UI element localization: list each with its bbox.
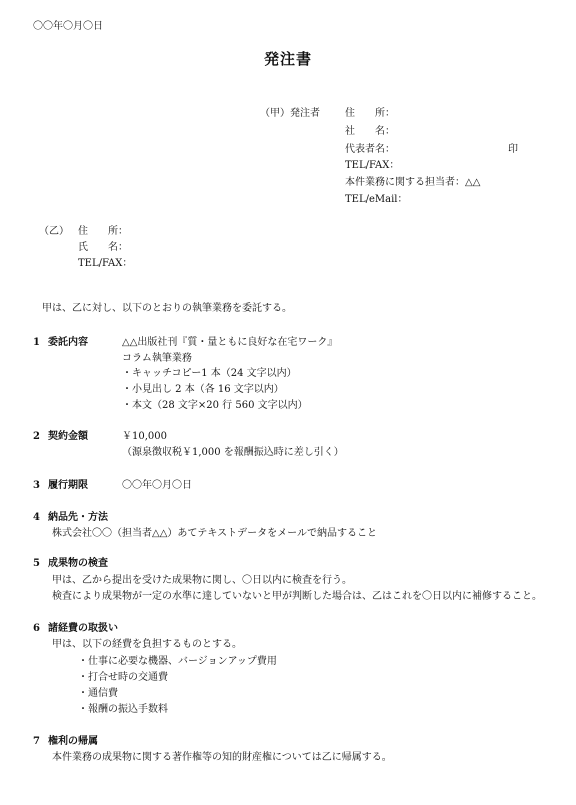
client-tel-email-label: TEL/eMail： — [345, 194, 408, 205]
section-4-text: 株式会社〇〇（担当者△△）あてテキストデータをメールで納品すること — [52, 528, 377, 539]
section-7-text: 本件業務の成果物に関する著作権等の知的財産権については乙に帰属する。 — [52, 752, 392, 763]
section-5-line: 検査により成果物が一定の水準に達していないと甲が判断した場合は、乙はこれを〇日以内に補修すること。 — [52, 591, 542, 602]
seal-mark: 印 — [508, 144, 518, 155]
document-date: 〇〇年〇月〇日 — [33, 21, 103, 32]
contract-amount: ￥10,000 — [122, 431, 167, 442]
client-address-label: 住 所： — [345, 108, 395, 119]
section-5-line: 甲は、乙から提出を受けた成果物に関し、〇日以内に検査を行う。 — [52, 575, 352, 586]
section-1-line: ・本文（28 文字×20 行 560 文字以内） — [122, 400, 308, 411]
section-6-heading: 諸経費の取扱い — [48, 623, 118, 634]
client-label: （甲）発注者 — [260, 108, 320, 119]
section-3-number: 3 — [33, 480, 40, 491]
expense-item: ・通信費 — [78, 688, 118, 699]
expense-item: ・打合せ時の交通費 — [78, 672, 168, 683]
section-1-heading: 委託内容 — [48, 337, 88, 348]
section-2-number: 2 — [33, 431, 40, 442]
section-6-number: 6 — [33, 623, 40, 634]
withholding-note: （源泉徴収税￥1,000 を報酬振込時に差し引く） — [122, 447, 344, 458]
section-5-number: 5 — [33, 558, 40, 569]
section-4-heading: 納品先・方法 — [48, 512, 108, 523]
section-3-heading: 履行期限 — [48, 480, 88, 491]
expense-item: ・仕事に必要な機器、バージョンアップ費用 — [78, 656, 277, 667]
section-1-line: ・キャッチコピー1 本（24 文字以内） — [122, 368, 297, 379]
client-representative-label: 代表者名： — [345, 144, 395, 155]
section-1-line: コラム執筆業務 — [122, 353, 192, 364]
client-person-in-charge: 本件業務に関する担当者：△△ — [345, 177, 481, 188]
contractor-name-label: 氏 名： — [78, 242, 128, 253]
deadline-value: 〇〇年〇月〇日 — [122, 480, 192, 491]
section-1-line: △△出版社刊『質・量ともに良好な在宅ワーク』 — [122, 337, 338, 348]
client-tel-fax-label: TEL/FAX： — [345, 160, 400, 171]
contractor-tel-fax-label: TEL/FAX： — [78, 258, 133, 269]
section-1-number: 1 — [33, 337, 40, 348]
section-6-text: 甲は、以下の経費を負担するものとする。 — [52, 639, 242, 650]
section-5-heading: 成果物の検査 — [48, 558, 108, 569]
section-2-heading: 契約金額 — [48, 431, 88, 442]
section-7-number: 7 — [33, 736, 40, 747]
section-7-heading: 権利の帰属 — [48, 736, 98, 747]
section-4-number: 4 — [33, 512, 40, 523]
contractor-address-label: 住 所： — [78, 226, 128, 237]
contractor-label: （乙） — [39, 226, 69, 237]
intro-text: 甲は、乙に対し、以下のとおりの執筆業務を委託する。 — [42, 303, 292, 314]
document-title: 発注書 — [263, 50, 312, 68]
client-company-label: 社 名： — [345, 126, 395, 137]
section-1-line: ・小見出し 2 本（各 16 文字以内） — [122, 384, 284, 395]
expense-item: ・報酬の振込手数料 — [78, 704, 168, 715]
